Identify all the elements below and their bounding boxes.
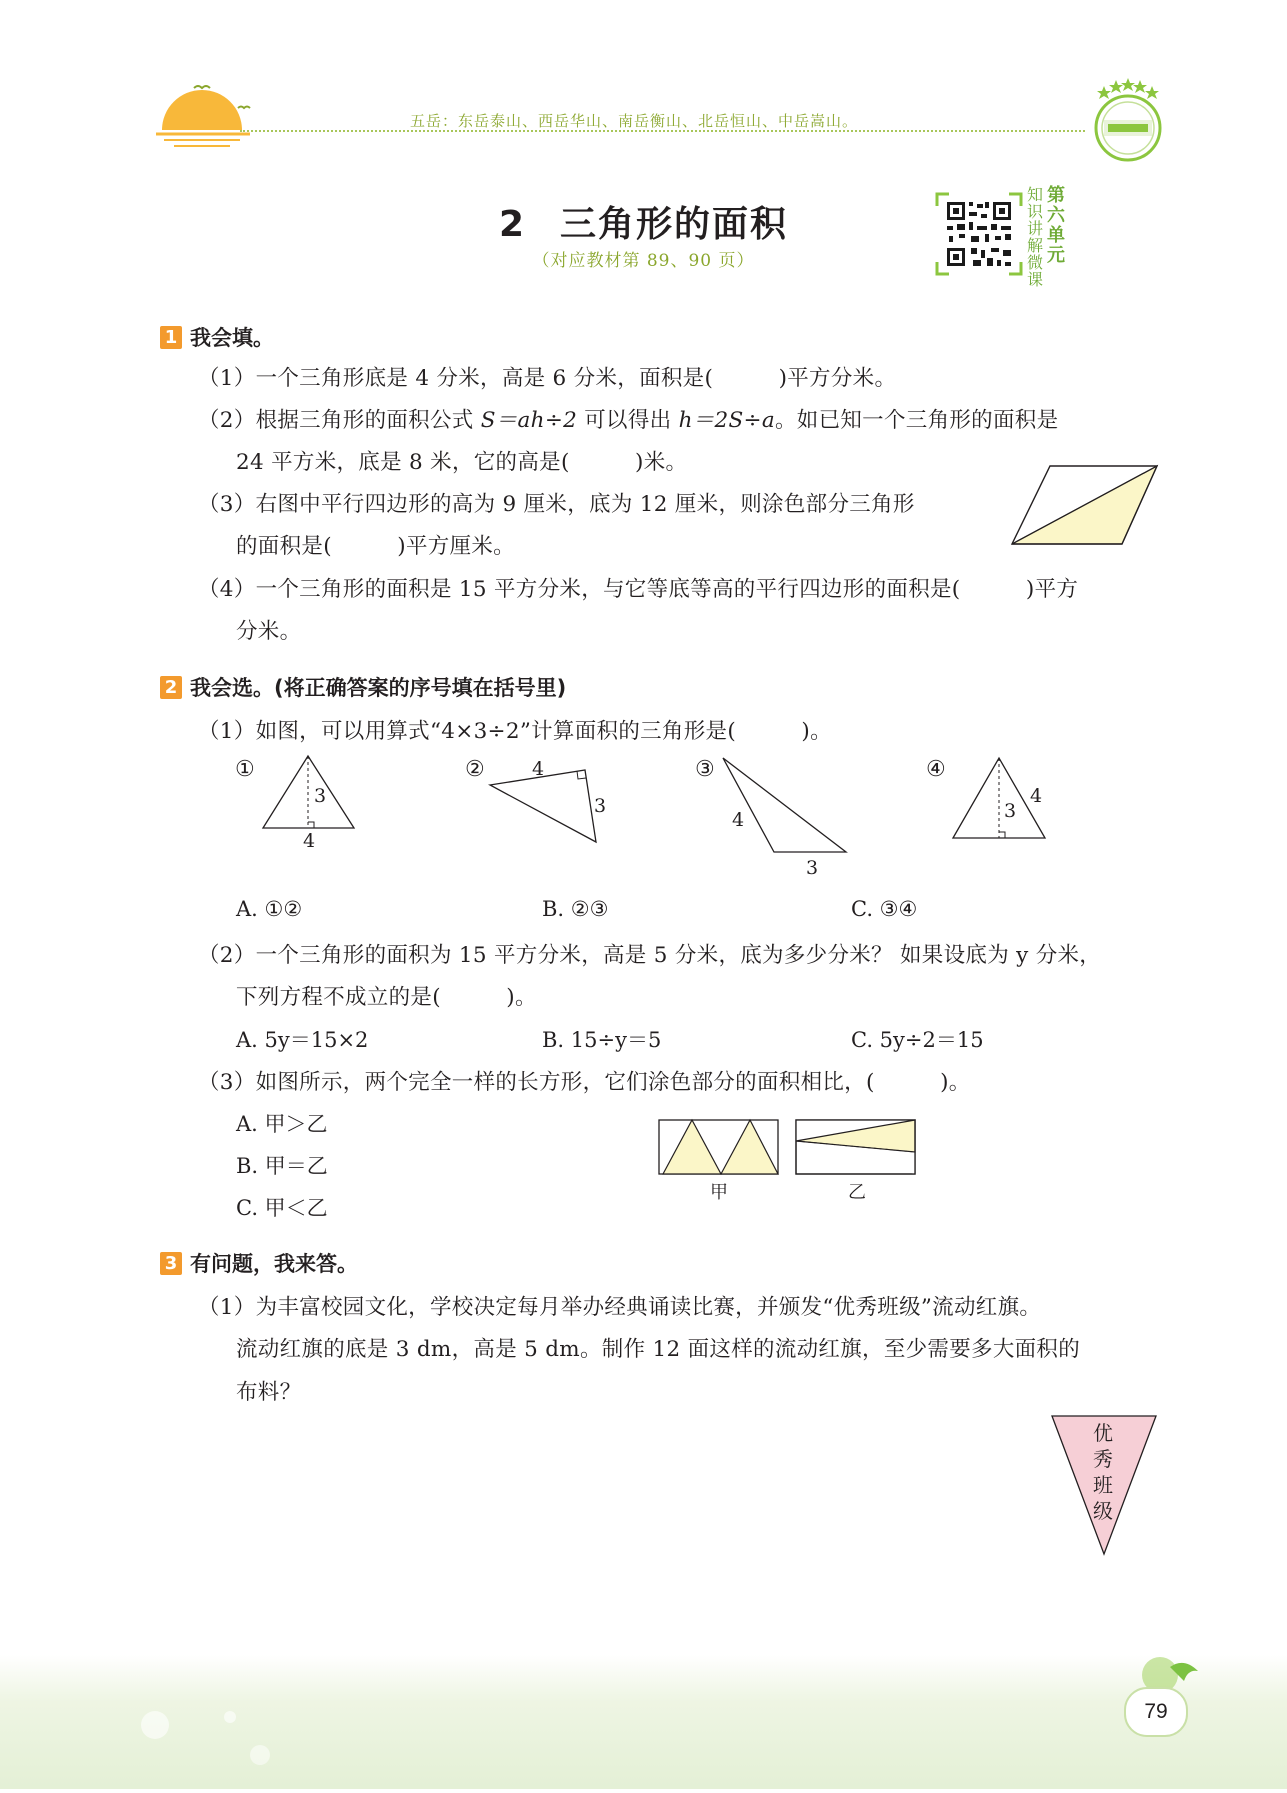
triangle-4-side: 4: [1030, 785, 1043, 807]
flag-char-3: 班: [1093, 1473, 1113, 1497]
lesson-number: 2: [498, 204, 527, 245]
s1-q2-text-b: 可以得出: [577, 408, 679, 433]
section-2-number: 2: [160, 676, 182, 699]
s2-question-1: （1）如图，可以用算式“4×3÷2”计算面积的三角形是( )。: [198, 719, 832, 744]
page-title: [0, 196, 1287, 247]
s1-q2-text-c: 。如已知一个三角形的面积是: [774, 408, 1059, 433]
rectangle-jia-label: 甲: [710, 1182, 728, 1202]
textbook-reference: （对应教材第 89、90 页）: [532, 251, 755, 271]
flag-char-1: 优: [1093, 1421, 1113, 1445]
s2-q3-option-b[interactable]: B. 甲＝乙: [236, 1154, 328, 1178]
section-1-title: 我会填。: [190, 326, 274, 350]
s1-question-3-line-1: （3）右图中平行四边形的高为 9 厘米，底为 12 厘米，则涂色部分三角形: [198, 492, 915, 517]
rectangle-yi: [796, 1120, 915, 1202]
s2-q2-option-b[interactable]: B. 15÷y＝5: [542, 1028, 662, 1052]
triangle-2-label: ②: [465, 757, 485, 782]
s2-q1-option-b[interactable]: B. ②③: [542, 897, 609, 921]
rectangle-yi-label: 乙: [848, 1182, 866, 1202]
page-number: 79: [1124, 1687, 1188, 1737]
lesson-title: 三角形的面积: [560, 204, 789, 245]
section-1-number: 1: [160, 326, 182, 349]
triangle-4-height: 3: [1004, 800, 1017, 822]
s1-question-2-line-2: 24 平方米，底是 8 米，它的高是( )米。: [236, 450, 688, 475]
s2-q2-option-a[interactable]: A. 5y＝15×2: [236, 1028, 369, 1052]
s2-q2-option-c[interactable]: C. 5y÷2＝15: [851, 1028, 984, 1052]
rectangles-comparison-figure: [655, 1118, 925, 1202]
section-3-title: 有问题，我来答。: [190, 1252, 358, 1276]
s3-question-1-line-1: （1）为丰富校园文化，学校决定每月举办经典诵读比赛，并颁发“优秀班级”流动红旗。: [198, 1295, 1042, 1320]
s2-question-2-line-1: （2）一个三角形的面积为 15 平方分米，高是 5 分米，底为多少分米？ 如果设底为 y 分米，: [198, 943, 1102, 968]
s2-question-2-line-2: 下列方程不成立的是( )。: [236, 985, 537, 1010]
s1-question-4-line-2: 分米。: [236, 619, 302, 644]
triangle-figures: [230, 752, 1150, 882]
qr-code[interactable]: [935, 192, 1023, 276]
qr-code-icon: [935, 192, 1023, 276]
triangle-2-base: 4: [532, 758, 545, 780]
s1-question-1: （1）一个三角形底是 4 分米，高是 6 分米，面积是( )平方分米。: [198, 366, 897, 391]
header-motto: 五岳：东岳泰山、西岳华山、南岳衡山、北岳恒山、中岳嵩山。: [410, 112, 859, 130]
micro-lesson-label: 知识讲解微课: [1027, 185, 1044, 289]
s2-q1-option-c[interactable]: C. ③④: [851, 897, 918, 921]
s1-q2-text-a: （2）根据三角形的面积公式: [198, 408, 481, 433]
height-formula: h＝2S÷a: [678, 408, 775, 433]
s3-question-1-line-3: 布料？: [236, 1380, 302, 1405]
s2-q1-option-a[interactable]: A. ①②: [236, 897, 303, 921]
triangle-4-label: ④: [926, 757, 946, 782]
s2-q3-option-c[interactable]: C. 甲＜乙: [236, 1196, 328, 1220]
red-flag-figure: [1050, 1414, 1160, 1556]
section-3-number: 3: [160, 1252, 182, 1275]
flag-char-2: 秀: [1093, 1447, 1113, 1471]
area-formula: S＝ah÷2: [480, 408, 578, 433]
sun-logo-icon: [150, 82, 260, 152]
triangle-3-side: 4: [732, 809, 745, 831]
section-3-heading: [160, 1248, 358, 1278]
triangle-figure-1: [235, 756, 354, 852]
unit-label: 第六单元: [1047, 185, 1065, 266]
triangle-1-base: 4: [303, 830, 316, 852]
s1-question-3-line-2: 的面积是( )平方厘米。: [236, 534, 515, 559]
triangle-figure-2: [465, 757, 606, 842]
brand-badge-icon: [1090, 78, 1166, 168]
section-2-heading: [160, 672, 566, 702]
rectangle-jia: [659, 1120, 778, 1202]
triangle-figure-4: [926, 757, 1045, 838]
section-2-title: 我会选。(将正确答案的序号填在括号里): [190, 676, 567, 700]
triangle-3-label: ③: [695, 757, 715, 782]
flag-char-4: 级: [1093, 1499, 1113, 1523]
s1-question-2-line-1: [198, 403, 1058, 434]
section-1-heading: [160, 322, 274, 352]
footer-bubbles-icon: [0, 1655, 1287, 1789]
triangle-1-label: ①: [235, 757, 255, 782]
triangle-2-height: 3: [594, 795, 607, 817]
triangle-figure-3: [695, 757, 846, 879]
parallelogram-figure: [1010, 462, 1162, 548]
s2-q3-option-a[interactable]: A. 甲＞乙: [236, 1112, 328, 1136]
s1-question-4-line-1: （4）一个三角形的面积是 15 平方分米，与它等底等高的平行四边形的面积是( )平方: [198, 577, 1079, 602]
triangle-3-base: 3: [806, 857, 819, 879]
triangle-1-height: 3: [314, 785, 327, 807]
s3-question-1-line-2: 流动红旗的底是 3 dm，高是 5 dm。制作 12 面这样的流动红旗，至少需要多大面积的: [236, 1337, 1081, 1362]
footer-band: [0, 1655, 1287, 1789]
s2-question-3: （3）如图所示，两个完全一样的长方形，它们涂色部分的面积相比，( )。: [198, 1070, 971, 1095]
